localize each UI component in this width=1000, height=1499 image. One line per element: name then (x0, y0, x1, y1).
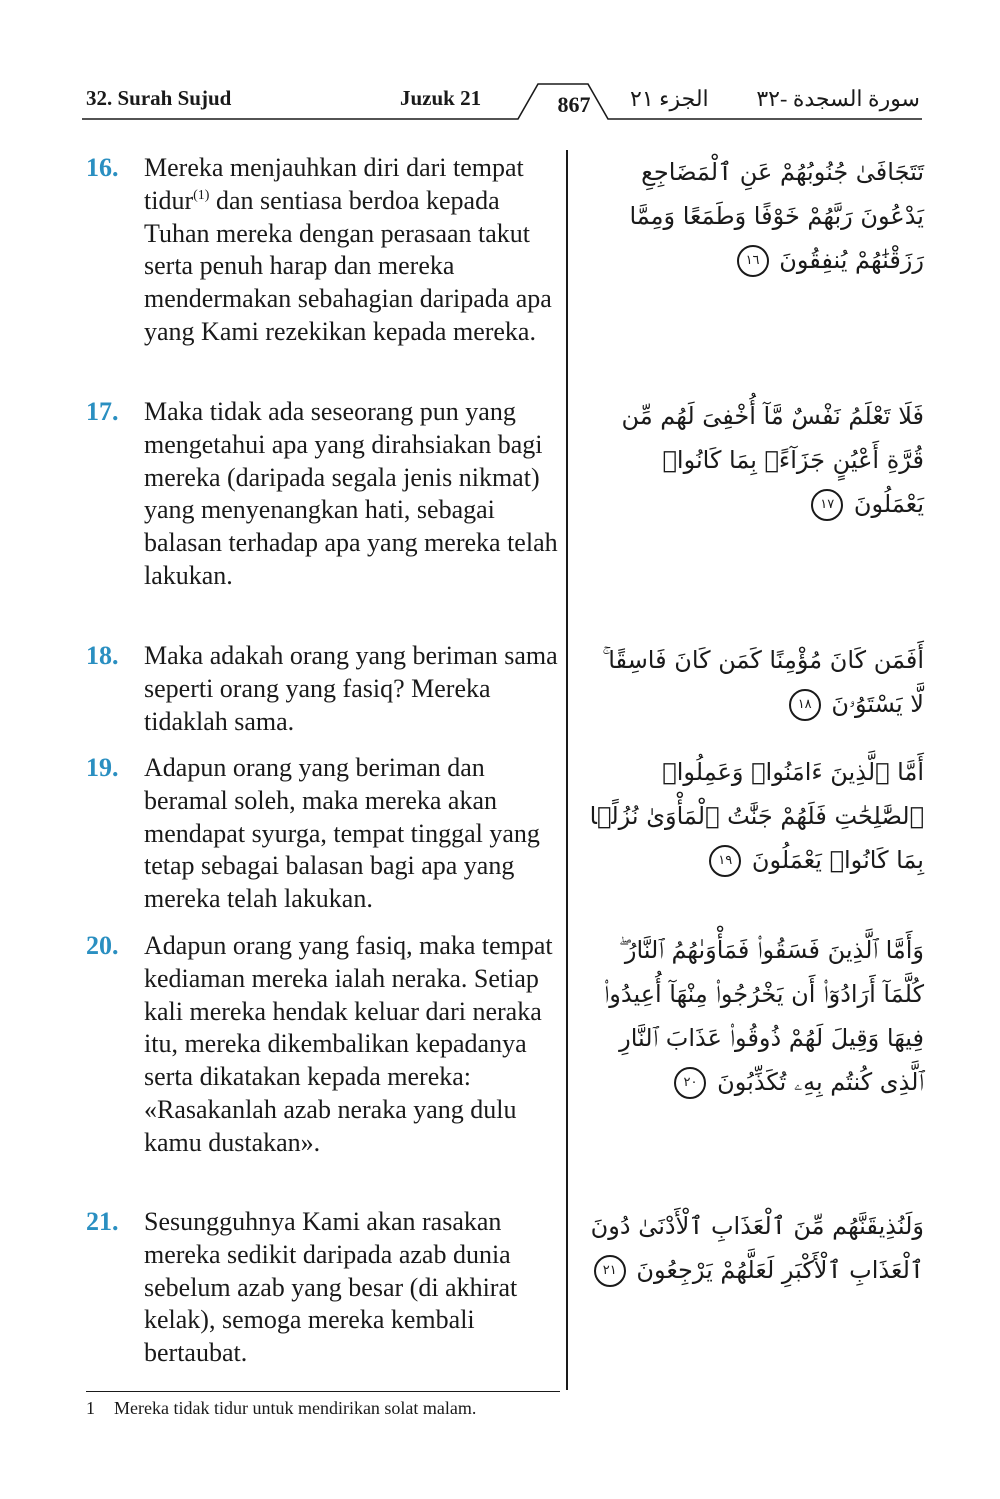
verse-number: 20. (86, 931, 119, 960)
verse-text: Maka adakah orang yang beriman sama seperti orang yang fasiq? Mereka tidaklah sama. (144, 641, 558, 736)
verse-arabic-16 (588, 150, 924, 282)
ayah-end-marker: ١٨ (789, 689, 821, 721)
arabic-text: وَلَنُذِيقَنَّهُم مِّنَ ٱلْعَذَابِ ٱلْأَدْنَىٰ دُونَ ٱلْعَذَابِ ٱلْأَكْبَرِ لَعَلَّهُمْ يَرْجِعُونَ (590, 1212, 924, 1284)
verse-text: Sesungguhnya Kami akan rasakan mereka sedikit daripada azab dunia sebelum azab yang besar (di akhirat kelak), semoga mereka kembali bertaubat. (144, 1207, 518, 1368)
verse-number: 19. (86, 753, 119, 782)
footnote-number: 1 (86, 1398, 95, 1418)
verse-translation-17 (86, 396, 560, 593)
verse-arabic-19 (588, 750, 924, 882)
arabic-text: وَأَمَّا ٱلَّذِينَ فَسَقُوا۟ فَمَأْوَىٰهُمُ ٱلنَّارُ ۖ كُلَّمَآ أَرَادُوٓا۟ أَن يَخْرُجُوا۟ مِنْهَآ أُعِيدُوا۟ فِيهَا وَقِيلَ لَهُمْ ذُوقُوا۟ عَذَابَ ٱلنَّارِ ٱلَّذِى كُنتُم بِهِۦ تُكَذِّبُونَ (603, 936, 924, 1096)
ayah-end-marker: ١٩ (709, 845, 741, 877)
verse-translation-20 (86, 930, 560, 1160)
footnote-ref: (1) (193, 187, 210, 203)
verse-translation-19 (86, 752, 560, 916)
surah-title-latin: 32. Surah Sujud (86, 86, 232, 110)
verse-text: Adapun orang yang beriman dan beramal soleh, maka mereka akan mendapat syurga, tempat tinggal yang tetap sebagai balasan bagi apa yang mereka telah lakukan. (144, 753, 540, 914)
page-number: 867 (557, 92, 591, 117)
surah-title-arabic: سورة السجدة -٣٢ (756, 86, 920, 111)
ayah-end-marker: ١٦ (737, 245, 769, 277)
verse-text: Maka tidak ada seseorang pun yang mengetahui apa yang dirahsiakan bagi mereka (daripada segala jenis nikmat) yang menyenangkan hati, sebagai balasan terhadap apa yang mereka telah lakukan. (144, 397, 558, 590)
arabic-text: أَمَّا ٱلَّذِينَ ءَامَنُوا۟ وَعَمِلُوا۟ ٱلصَّٰلِحَٰتِ فَلَهُمْ جَنَّٰتُ ٱلْمَأْوَىٰ نُزُلًۢا بِمَا كَانُوا۟ يَعْمَلُونَ (589, 758, 924, 874)
verse-text: Mereka menjauhkan diri dari tempat tidur$^{(1)}$ dan sentiasa berdoa kepada Tuhan mereka dengan perasaan takut serta penuh harap dan mereka mendermakan sebahagian daripada apa yang Kami rezekikan kepada mereka. (144, 153, 552, 346)
juz-label-arabic: الجزء ٢١ (630, 86, 709, 111)
verse-number: 16. (86, 153, 119, 182)
verse-number: 17. (86, 397, 119, 426)
verse-arabic-21 (588, 1204, 924, 1292)
verse-translation-21 (86, 1206, 560, 1370)
verse-translation-16 (86, 152, 560, 349)
verse-arabic-20 (588, 928, 924, 1104)
arabic-text: أَفَمَن كَانَ مُؤْمِنًا كَمَن كَانَ فَاسِقًا ۚ لَّا يَسْتَوُۥنَ (602, 646, 924, 718)
ayah-end-marker: ٢١ (594, 1255, 626, 1287)
juz-label-latin: Juzuk 21 (400, 86, 482, 110)
verse-translation-18 (86, 640, 560, 738)
column-divider (566, 150, 568, 1390)
verse-text: Adapun orang yang fasiq, maka tempat kediaman mereka ialah neraka. Setiap kali mereka hendak keluar dari neraka itu, mereka dikembalikan kepadanya serta dikatakan kepada mereka: «Rasakanlah azab neraka yang dulu kamu dustakan». (144, 931, 553, 1157)
verse-number: 21. (86, 1207, 119, 1236)
footnote (86, 1398, 476, 1419)
verse-arabic-17 (588, 394, 924, 526)
verse-arabic-18 (588, 638, 924, 726)
footnote-rule (86, 1391, 560, 1392)
footnote-text: Mereka tidak tidur untuk mendirikan solat malam. (114, 1398, 477, 1418)
arabic-text: تَتَجَافَىٰ جُنُوبُهُمْ عَنِ ٱلْمَضَاجِعِ يَدْعُونَ رَبَّهُمْ خَوْفًا وَطَمَعًا وَمِمَّا رَزَقْنَٰهُمْ يُنفِقُونَ (629, 158, 924, 274)
ayah-end-marker: ٢٠ (674, 1067, 706, 1099)
arabic-text: فَلَا تَعْلَمُ نَفْسٌ مَّآ أُخْفِىَ لَهُم مِّن قُرَّةِ أَعْيُنٍ جَزَآءًۢ بِمَا كَانُوا۟ يَعْمَلُونَ (621, 402, 924, 518)
ayah-end-marker: ١٧ (811, 489, 843, 521)
verse-number: 18. (86, 641, 119, 670)
header-rule (82, 78, 922, 124)
